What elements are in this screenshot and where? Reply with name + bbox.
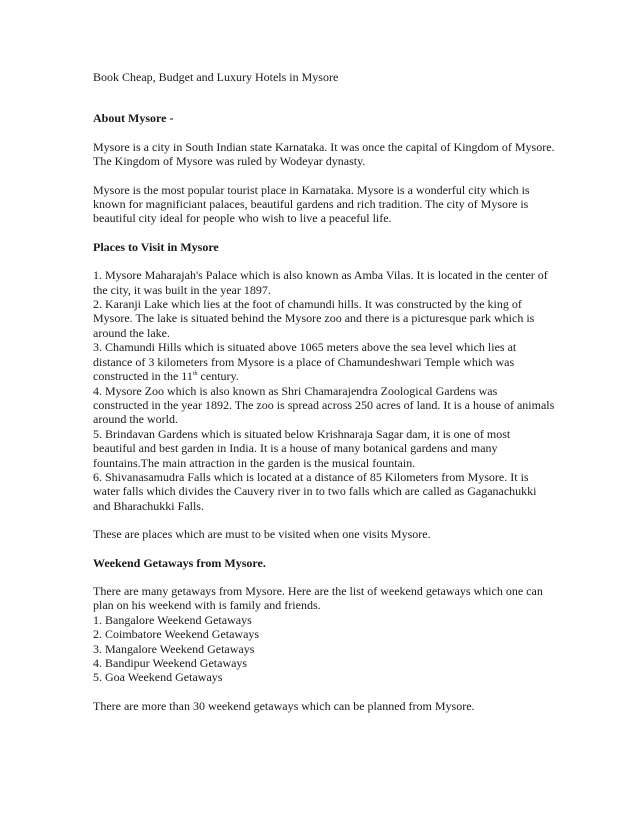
places-heading: Places to Visit in Mysore [93,239,219,254]
weekend-list [93,584,555,685]
places-item-3-sup: th [192,371,198,378]
about-heading: About Mysore - [93,111,174,126]
weekend-heading: Weekend Getaways from Mysore. [93,555,266,570]
about-paragraph-1: Mysore is a city in South Indian state Karnataka. It was once the capital of Kingdom of Mysore. The Kingdom of Mysore was ruled by Wodeyar dynasty. [93,139,555,169]
document-title: Book Cheap, Budget and Luxury Hotels in Mysore [93,70,339,84]
document-page [93,70,555,727]
places-list [93,268,555,513]
places-item-4: 4. Mysore Zoo which is also known as Shri Chamarajendra Zoological Gardens was constructed in the year 1892. The zoo is spread across 250 acres of land. It is a house of animals around the world. [93,383,555,427]
weekend-closing: There are more than 30 weekend getaways which can be planned from Mysore. [93,698,475,713]
places-item-5: 5. Brindavan Gardens which is situated below Krishnaraja Sagar dam, it is one of most beautiful and best garden in India. It is a house of many botanical gardens and many fountains.The main attraction in the garden is the musical fountain. [93,426,511,470]
weekend-item-2: 2. Coimbatore Weekend Getaways [93,627,260,642]
weekend-item-1: 1. Bangalore Weekend Getaways [93,612,252,627]
places-closing: These are places which are must to be visited when one visits Mysore. [93,527,431,542]
weekend-item-3: 3. Mangalore Weekend Getaways [93,641,255,656]
places-item-2: 2. Karanji Lake which lies at the foot of chamundi hills. It was constructed by the king of Mysore. The lake is situated behind the Mysore zoo and there is a picturesque park which is around the lake. [93,297,535,340]
places-item-3-tail: century. [197,369,239,384]
places-item-3-text: 3. Chamundi Hills which is situated above 1065 meters above the sea level which lies at distance of 3 kilometers from Mysore is a place of Chamundeshwari Temple which was constructed in the 11 [93,340,517,384]
places-item-1: 1. Mysore Maharajah's Palace which is also known as Amba Vilas. It is located in the center of the city, it was built in the year 1897. [93,268,548,297]
about-paragraph-2: Mysore is the most popular tourist place in Karnataka. Mysore is a wonderful city which is known for magnificiant palaces, beautiful gardens and rich tradition. The city of Mysore is beautiful city ideal for people who wish to live a peaceful life. [93,182,530,226]
weekend-item-4: 4. Bandipur Weekend Getaways [93,656,248,670]
weekend-item-5: 5. Goa Weekend Getaways [93,670,223,685]
places-item-6: 6. Shivanasamudra Falls which is located at a distance of 85 Kilometers from Mysore. It is water falls which divides the Cauvery river in to two falls which are called as Gaganachukki and Bharachukki Falls. [93,469,537,513]
places-item-3 [93,340,555,383]
weekend-intro: There are many getaways from Mysore. Here are the list of weekend getaways which one can plan on his weekend with is family and friends. [93,583,543,613]
